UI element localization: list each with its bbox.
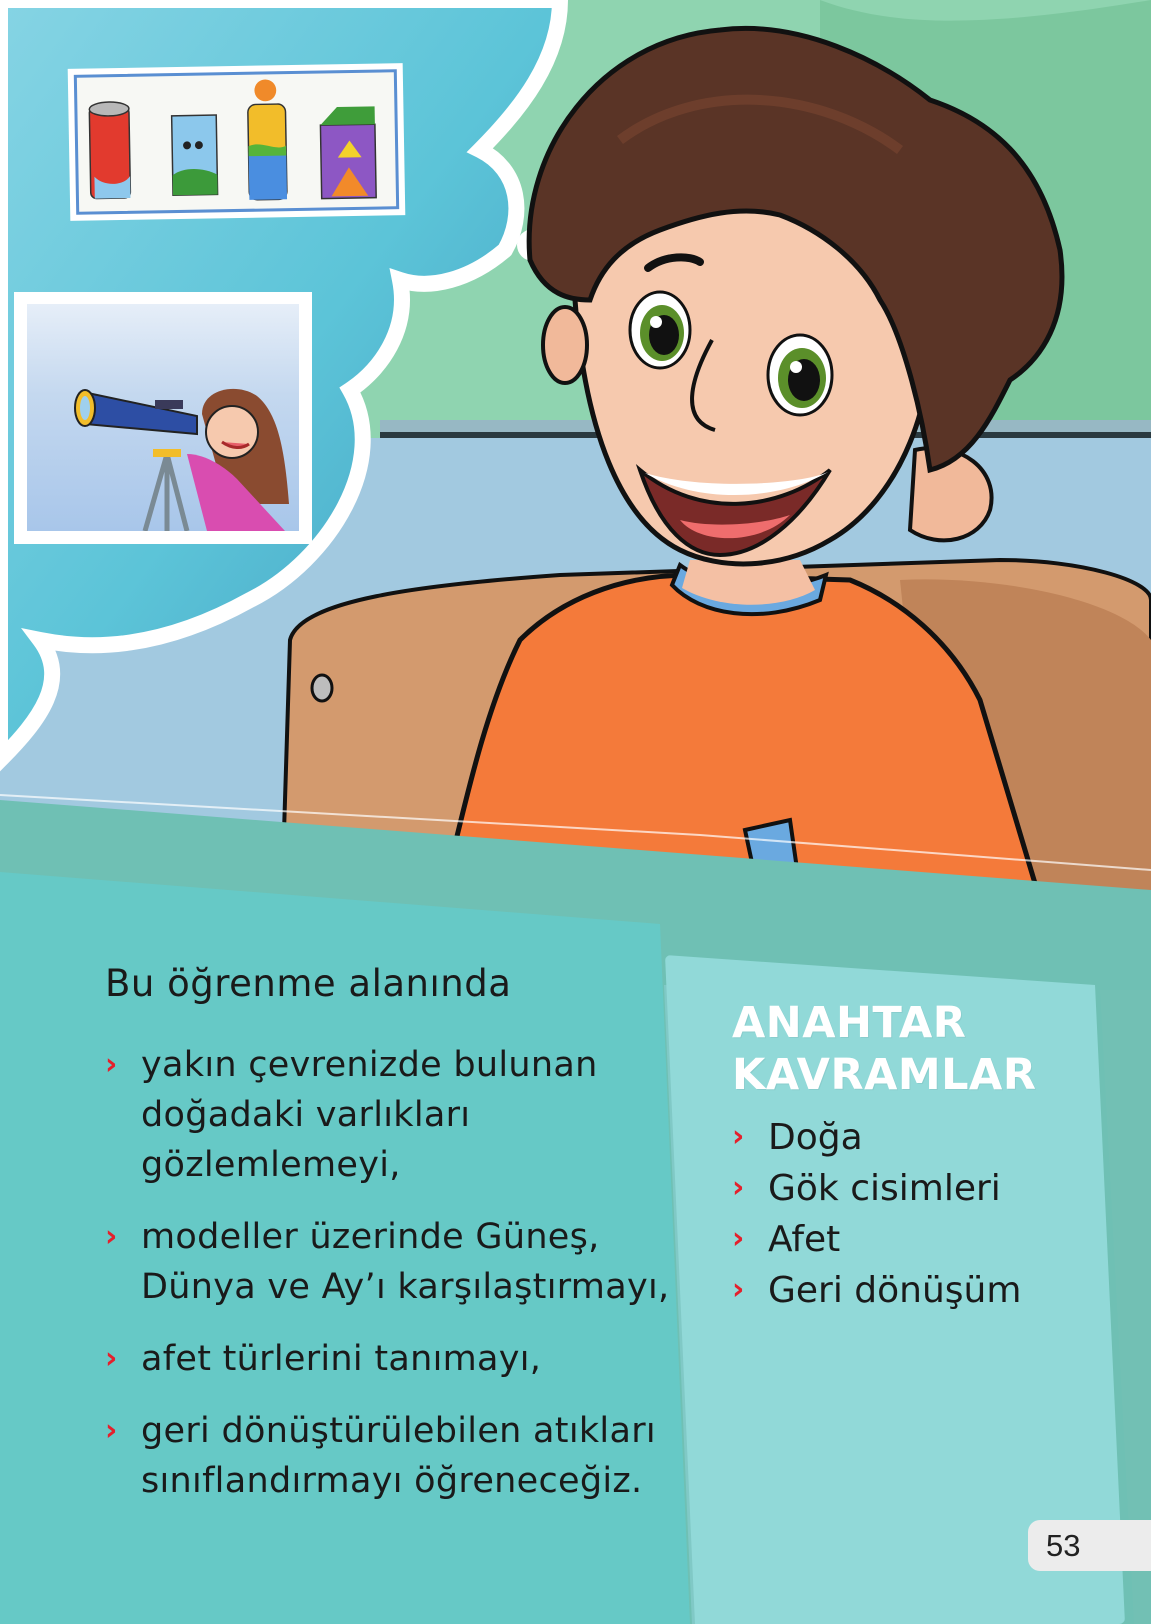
chevron-right-icon: › <box>105 1219 118 1254</box>
page-number: 53 <box>1028 1520 1151 1571</box>
concept-text: Doğa <box>768 1117 863 1158</box>
learning-area-intro: Bu öğrenme alanında <box>105 962 512 1005</box>
title-line: KAVRAMLAR <box>732 1050 1037 1100</box>
goal-item <box>105 1212 685 1312</box>
goal-text: geri dönüştürülebilen atıkları <box>141 1411 656 1451</box>
concept-item <box>732 1214 1021 1265</box>
title-line: ANAHTAR <box>732 998 967 1048</box>
chevron-right-icon: › <box>105 1047 118 1082</box>
goal-item <box>105 1334 685 1384</box>
chevron-right-icon: › <box>732 1170 745 1205</box>
learning-goals-list <box>105 1040 685 1528</box>
goal-item <box>105 1406 685 1506</box>
key-concepts-title <box>732 997 1036 1101</box>
telescope-image-card <box>14 292 312 544</box>
chevron-right-icon: › <box>732 1272 745 1307</box>
chevron-right-icon: › <box>732 1119 745 1154</box>
concept-item <box>732 1163 1021 1214</box>
goal-text: gözlemlemeyi, <box>141 1145 401 1185</box>
key-concepts-list <box>732 1112 1021 1316</box>
concept-item <box>732 1265 1021 1316</box>
girl-telescope-icon <box>27 304 299 531</box>
chevron-right-icon: › <box>732 1221 745 1256</box>
goal-text: sınıflandırmayı öğreneceğiz. <box>141 1461 643 1501</box>
recycled-containers-icon <box>77 72 396 212</box>
concept-text: Gök cisimleri <box>768 1168 1001 1209</box>
concept-text: Geri dönüşüm <box>768 1270 1022 1311</box>
chevron-right-icon: › <box>105 1341 118 1376</box>
goal-text: Dünya ve Ay’ı karşılaştırmayı, <box>141 1267 670 1307</box>
goal-text: doğadaki varlıkları <box>141 1095 471 1135</box>
recycling-image-card <box>68 63 406 221</box>
concept-item <box>732 1112 1021 1163</box>
goal-text: yakın çevrenizde bulunan <box>141 1045 598 1085</box>
concept-text: Afet <box>768 1219 841 1260</box>
goal-text: modeller üzerinde Güneş, <box>141 1217 600 1257</box>
chevron-right-icon: › <box>105 1413 118 1448</box>
goal-text: afet türlerini tanımayı, <box>141 1339 542 1379</box>
goal-item <box>105 1040 685 1190</box>
